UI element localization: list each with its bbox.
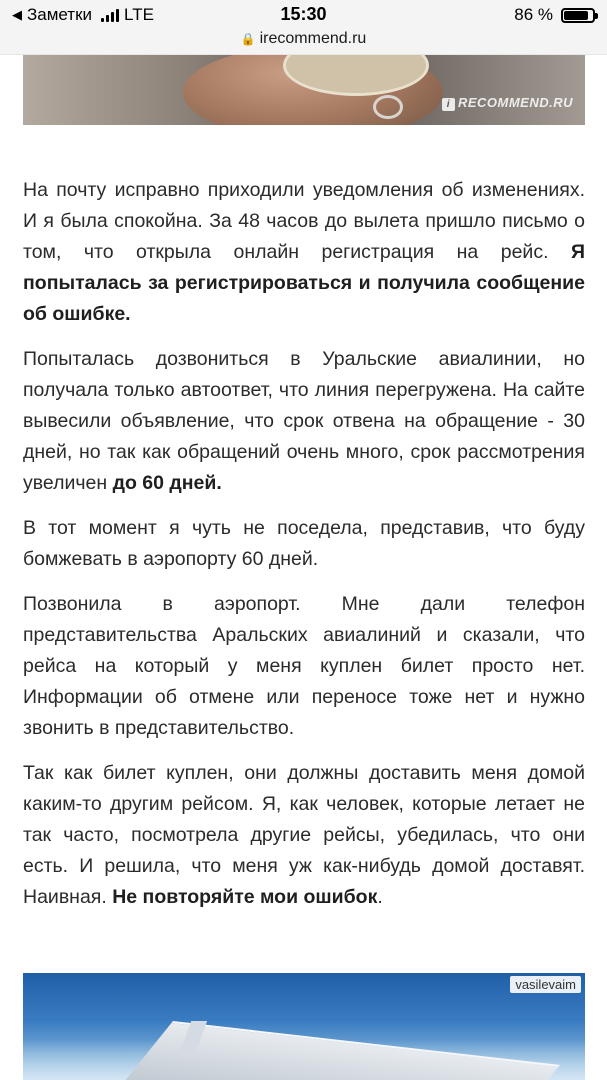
article-paragraph-2 [23,344,585,499]
paragraph-2-bold: до 60 дней. [112,472,222,494]
paragraph-5-bold: Не повторяйте мои ошибок [112,886,378,908]
clock: 15:30 [280,4,327,24]
author-tag: vasilevaim [510,976,581,993]
network-label: LTE [124,5,154,24]
review-photo-top[interactable] [23,55,585,125]
watermark-text: RECOMMEND.RU [457,95,573,110]
lock-icon: 🔒 [240,32,256,46]
address-bar[interactable] [0,30,607,55]
back-arrow-icon[interactable]: ◀ [12,7,22,22]
article-paragraph-4 [23,589,585,744]
article-paragraph-1 [23,175,585,330]
battery-percent: 86 % [514,5,553,24]
article-paragraph-5 [23,758,585,913]
article-paragraph-3 [23,513,585,575]
paragraph-4-text: Позвонила в аэропорт. Мне дали телефон представительства Аральских авиалиний и сказали, что рейса на который у меня куплен билет просто нет. Информации об отмене или переносе тоже нет и нужно звонить в представительство. [23,593,585,739]
paragraph-2-text: Попыталась дозвониться в Уральские авиалинии, но получала только автоответ, что линия перегружена. На сайте вывесили объявление, что срок отвена на обращение - 30 дней, но так как обращений очень много, срок рассмотрения увеличен [23,348,585,494]
status-bar [0,0,607,30]
paragraph-1-bold: Я попыталась за регистрироваться и получила сообщение об ошибке. [23,241,585,325]
paragraph-5-end: . [377,886,383,908]
paragraph-5-text: Так как билет куплен, они должны доставить меня домой каким-то другим рейсом. Я, как человек, которые летает не так часто, посмотрела другие рейсы, убедилась, что они есть. И решила, что меня уж как-нибудь домой доставят. Наивная. [23,762,585,908]
back-app-label[interactable]: Заметки [27,5,93,24]
status-right [514,5,595,25]
review-photo-bottom[interactable] [23,973,585,1080]
photo-watermark [442,95,573,111]
battery-fill [564,11,588,20]
paragraph-3-text: В тот момент я чуть не поседела, представив, что буду бомжевать в аэропорту 60 дней. [23,517,585,570]
url-domain[interactable]: irecommend.ru [259,30,367,47]
watermark-badge-icon: i [442,98,455,111]
ring-shape [373,95,403,119]
paragraph-1-text: На почту исправно приходили уведомления об изменениях. И я была спокойна. За 48 часов до вылета пришло письмо о том, что открыла онлайн регистрация на рейс. [23,179,585,263]
review-article [23,175,585,927]
battery-icon [561,8,595,23]
